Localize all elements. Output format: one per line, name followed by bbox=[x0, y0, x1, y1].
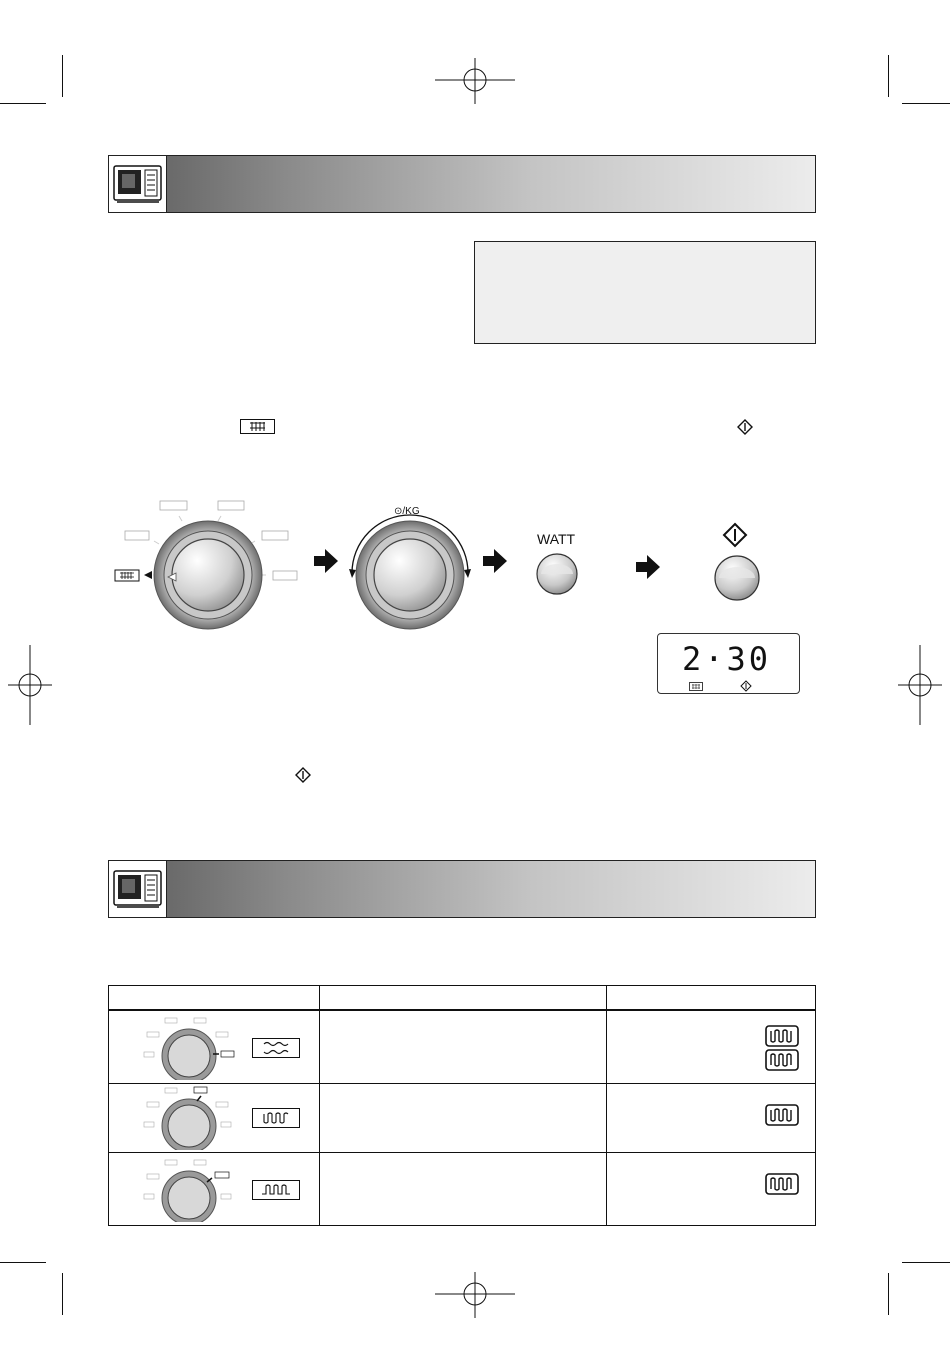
element-cell bbox=[607, 1153, 816, 1226]
top-element-icon bbox=[765, 1104, 799, 1126]
start-icon bbox=[722, 522, 748, 548]
section-header-banner bbox=[108, 155, 816, 213]
bottom-heat-symbol bbox=[252, 1180, 300, 1200]
arrow-right-icon bbox=[636, 555, 660, 579]
microwave-icon-box bbox=[109, 861, 167, 917]
top-bottom-heat-symbol bbox=[252, 1038, 300, 1058]
heating-modes-table bbox=[108, 985, 816, 1226]
mode-knob[interactable] bbox=[110, 495, 310, 635]
mini-mode-knob bbox=[139, 1158, 239, 1222]
element-cell bbox=[607, 1010, 816, 1084]
microwave-icon bbox=[109, 861, 166, 917]
microwave-icon-box bbox=[109, 156, 167, 212]
start-icon bbox=[737, 419, 753, 435]
registration-mark-right bbox=[898, 645, 942, 725]
table-row bbox=[109, 1153, 816, 1226]
start-icon bbox=[295, 767, 311, 783]
top-heat-symbol bbox=[252, 1108, 300, 1128]
watt-label: WATT bbox=[537, 531, 576, 547]
start-indicator-icon bbox=[740, 680, 752, 692]
mini-mode-knob bbox=[139, 1016, 239, 1080]
table-row bbox=[109, 1010, 816, 1084]
grill-indicator-icon bbox=[689, 682, 703, 691]
mode-description bbox=[320, 1153, 607, 1226]
header-cell bbox=[607, 986, 816, 1011]
grill-mode-symbol bbox=[240, 419, 275, 434]
bottom-element-icon bbox=[765, 1049, 799, 1071]
table-row bbox=[109, 1084, 816, 1153]
display-digits: 2·30 bbox=[682, 640, 772, 678]
selected-grill-symbol bbox=[115, 570, 139, 581]
mode-description bbox=[320, 1010, 607, 1084]
time-weight-label: ⊙/KG bbox=[394, 506, 420, 517]
mode-dial-cell bbox=[109, 1010, 320, 1084]
registration-mark-top bbox=[435, 58, 515, 104]
watt-button[interactable] bbox=[535, 552, 579, 596]
header-cell bbox=[320, 986, 607, 1011]
registration-mark-left bbox=[8, 645, 52, 725]
element-cell bbox=[607, 1084, 816, 1153]
microwave-icon bbox=[109, 156, 166, 212]
arrow-right-icon bbox=[483, 549, 507, 573]
time-weight-knob[interactable] bbox=[340, 515, 480, 640]
lcd-display bbox=[657, 633, 800, 694]
registration-mark-bottom bbox=[435, 1272, 515, 1318]
note-box bbox=[474, 241, 816, 344]
mode-dial-cell bbox=[109, 1084, 320, 1153]
table-header-row bbox=[109, 986, 816, 1011]
mode-description bbox=[320, 1084, 607, 1153]
arrow-right-icon bbox=[314, 549, 338, 573]
mini-mode-knob bbox=[139, 1086, 239, 1150]
header-cell bbox=[109, 986, 320, 1011]
section-header-banner bbox=[108, 860, 816, 918]
top-element-icon bbox=[765, 1025, 799, 1047]
start-button[interactable] bbox=[713, 554, 761, 602]
bottom-element-icon bbox=[765, 1173, 799, 1195]
mode-dial-cell bbox=[109, 1153, 320, 1226]
